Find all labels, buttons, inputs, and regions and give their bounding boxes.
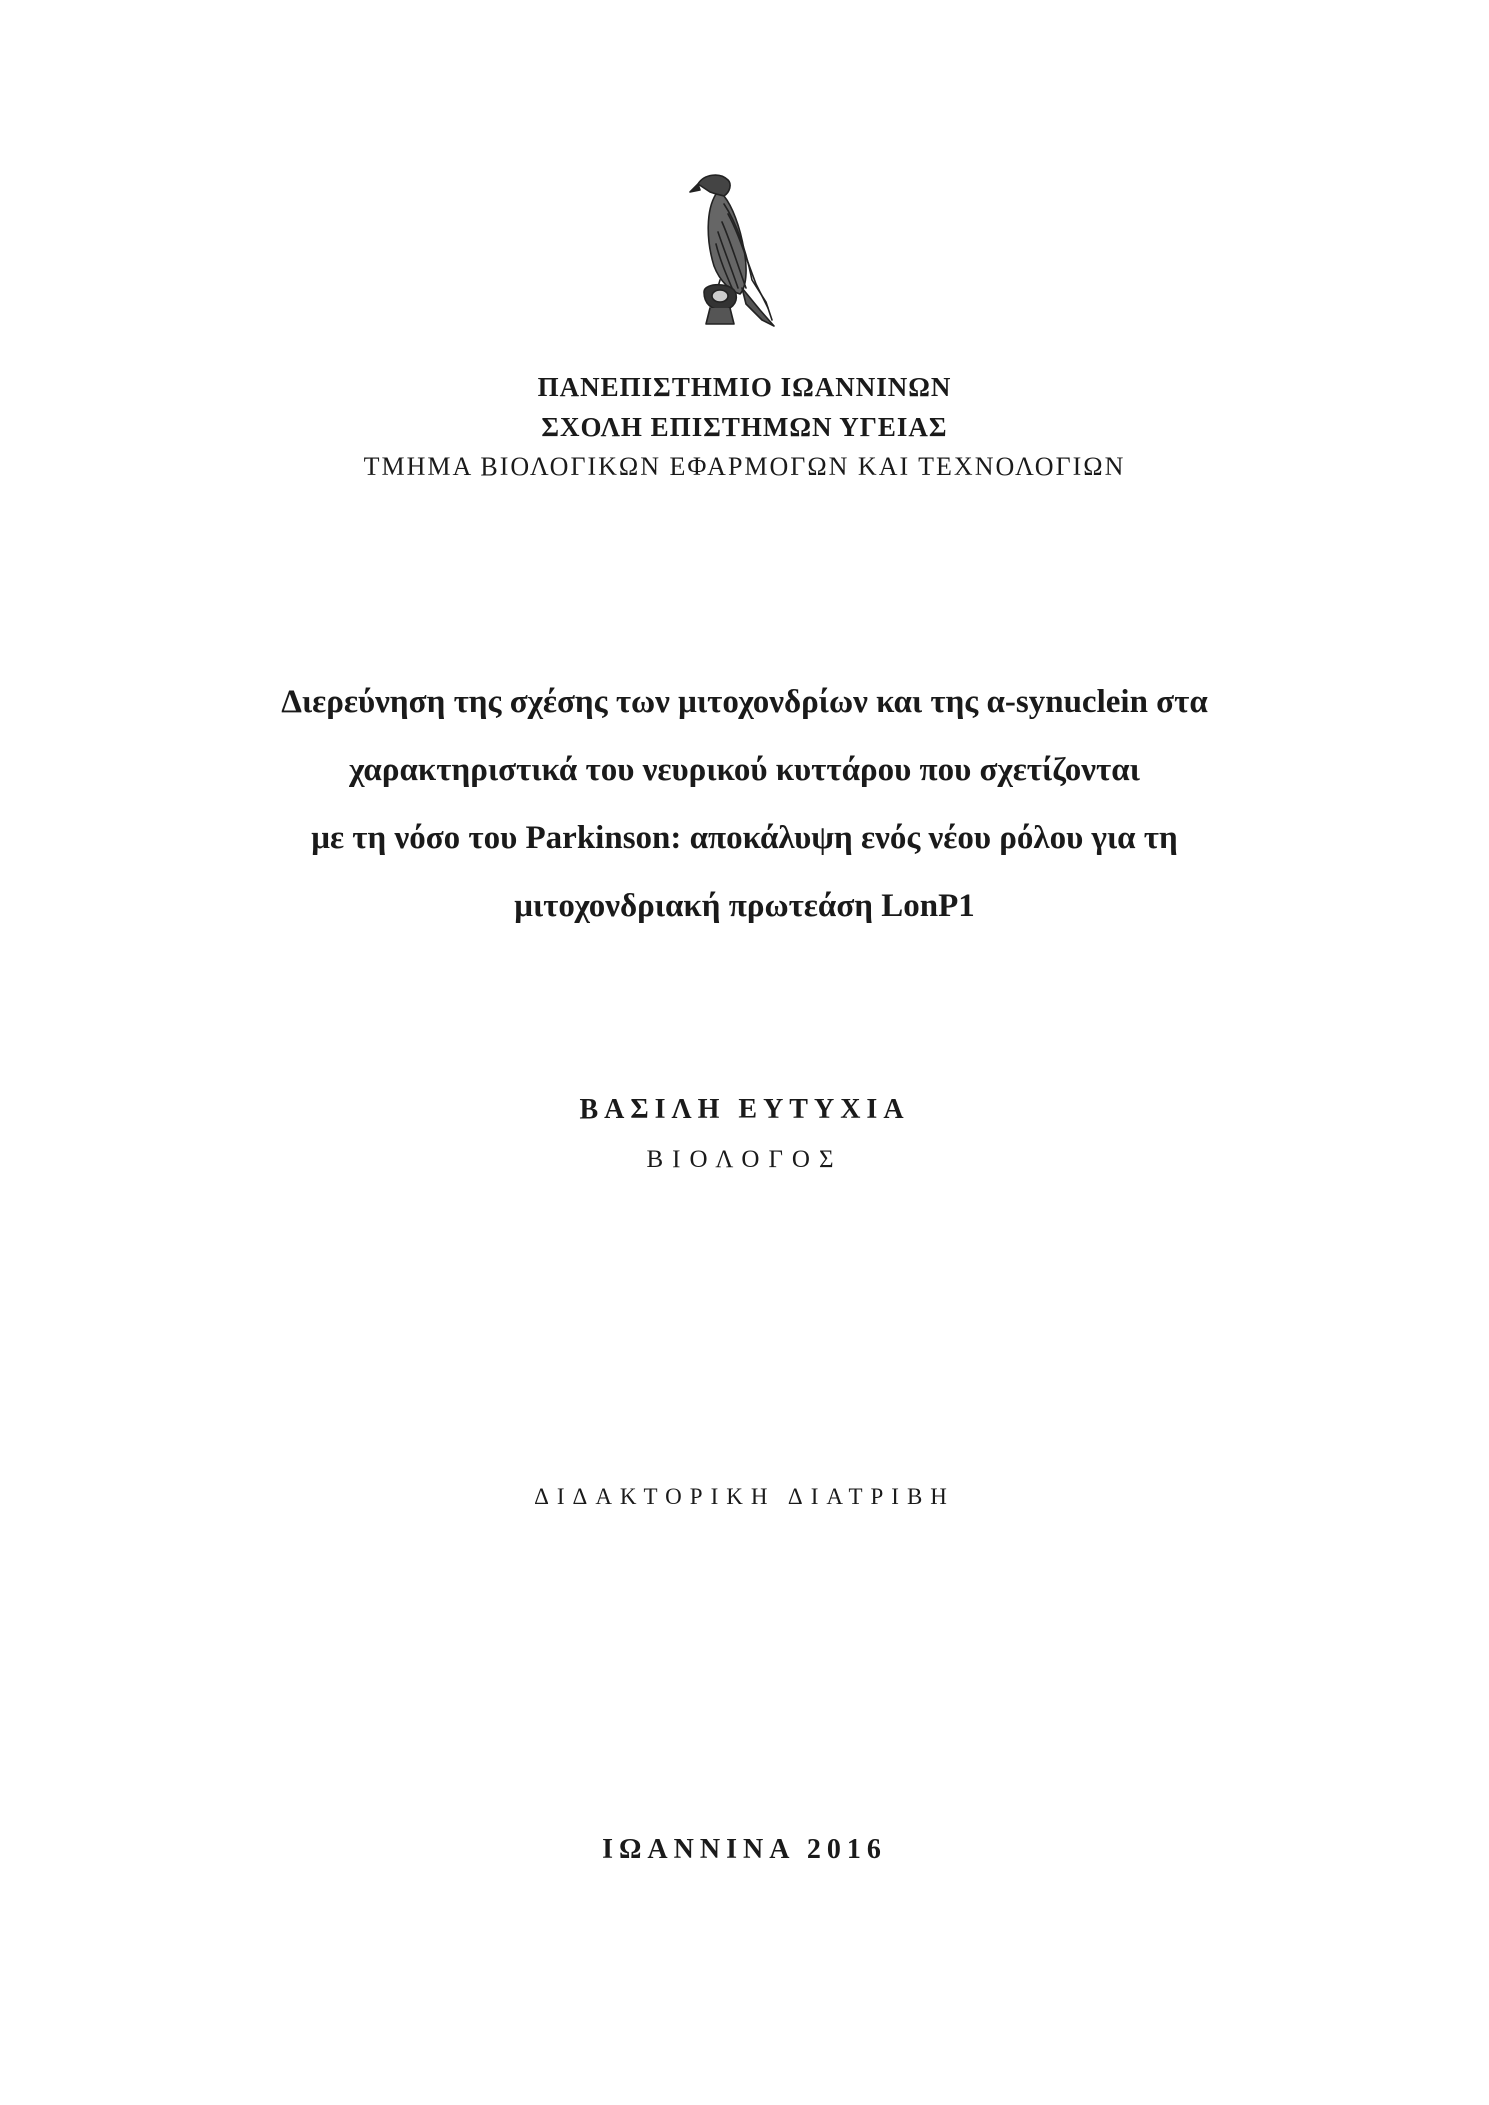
thesis-title-line-2: χαρακτηριστικά του νευρικού κυττάρου που σχετίζονται — [349, 752, 1140, 788]
author-name: ΒΑΣΙΛΗ ΕΥΤΥΧΙΑ — [579, 1094, 910, 1125]
owl-emblem-icon — [676, 170, 786, 330]
thesis-title-line-3: με τη νόσο του Parkinson: αποκάλυψη ενός νέου ρόλου για τη — [311, 820, 1178, 856]
school-name: ΣΧΟΛΗ ΕΠΙΣΤΗΜΩΝ ΥΓΕΙΑΣ — [541, 412, 948, 442]
department-name: ΤΜΗΜΑ ΒΙΟΛΟΓΙΚΩΝ ΕΦΑΡΜΟΓΩΝ ΚΑΙ ΤΕΧΝΟΛΟΓΙΩΝ — [363, 452, 1126, 481]
thesis-title-line-1: Διερεύνηση της σχέσης των μιτοχονδρίων και της α-synuclein στα — [281, 684, 1208, 720]
author-profession: ΒΙΟΛΟΓΟΣ — [646, 1146, 843, 1173]
thesis-title-line-4: μιτοχονδριακή πρωτεάση LonP1 — [514, 888, 975, 924]
document-type: ΔΙΔΑΚΤΟΡΙΚΗ ΔΙΑΤΡΙΒΗ — [534, 1484, 955, 1509]
place-year: ΙΩΑΝΝΙΝΑ 2016 — [602, 1834, 887, 1865]
university-name: ΠΑΝΕΠΙΣΤΗΜΙΟ ΙΩΑΝΝΙΝΩΝ — [537, 372, 952, 402]
